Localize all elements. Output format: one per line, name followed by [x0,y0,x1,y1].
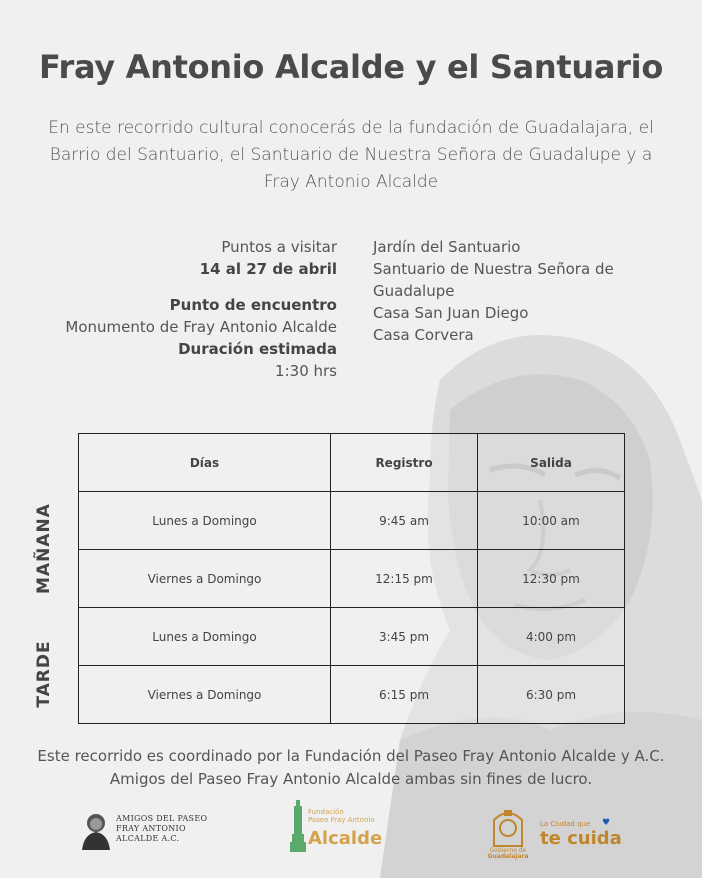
amigos-line: ALCALDE A.C. [116,834,180,843]
manana-label: MAÑANA [34,503,54,594]
visit-points-list [373,236,673,346]
amigos-line: AMIGOS DEL PASEO [116,814,208,823]
info-left-column [60,236,337,382]
header-salida: Salida [478,434,625,492]
cell-salida: 12:30 pm [478,550,625,608]
table-header-row [79,434,625,492]
cell-registro: 6:15 pm [331,666,478,724]
cuida-small-text: La Ciudad que [540,820,591,828]
header-registro: Registro [331,434,478,492]
cell-registro: 3:45 pm [331,608,478,666]
monument-icon [290,800,306,852]
cell-dias: Lunes a Domingo [79,492,331,550]
te-cuida-logo [540,820,622,850]
amigos-logo [80,808,210,852]
fundacion-line: Paseo Fray Antonio [308,816,375,824]
visit-point: Santuario de Nuestra Señora de Guadalupe [373,260,614,300]
tarde-label: TARDE [34,640,54,708]
puntos-label: Puntos a visitar [221,238,337,256]
guadalajara-logo [484,806,532,858]
fundacion-line: Fundación [308,808,344,816]
table-row [79,550,625,608]
meeting-point-label: Punto de encuentro [169,296,337,314]
cell-registro: 9:45 am [331,492,478,550]
header-dias: Días [79,434,331,492]
heart-icon: ♥ [602,818,611,828]
visit-point: Jardín del Santuario [373,238,521,256]
cell-registro: 12:15 pm [331,550,478,608]
cuida-big-text: te cuida [540,828,622,849]
guadalajara-crest-icon [484,806,532,848]
cell-dias: Viernes a Domingo [79,666,331,724]
gdl-line: Guadalajara [487,853,529,860]
cell-salida: 6:30 pm [478,666,625,724]
table-row [79,608,625,666]
footer-text: Este recorrido es coordinado por la Fundación del Paseo Fray Antonio Alcalde y A.C. Amigos del Paseo Fray Antonio Alcalde ambas sin fines de lucro. [37,747,665,788]
fundacion-big-text: Alcalde [308,828,383,849]
fundacion-small-text [308,808,375,824]
visit-point: Casa San Juan Diego [373,304,529,322]
page-title: Fray Antonio Alcalde y el Santuario [38,48,664,86]
duration-label: Duración estimada [178,340,337,358]
schedule-table [78,433,625,724]
intro-text: En este recorrido cultural conocerás de la fundación de Guadalajara, el Barrio del Santuario, el Santuario de Nuestra Señora de Guadalupe y a Fray Antonio Alcalde [48,118,654,192]
amigos-line: FRAY ANTONIO [116,824,186,833]
meeting-point-value: Monumento de Fray Antonio Alcalde [65,318,337,336]
cell-dias: Viernes a Domingo [79,550,331,608]
table-row [79,666,625,724]
cell-dias: Lunes a Domingo [79,608,331,666]
gdl-line: Gobierno de [489,847,527,854]
dates-text: 14 al 27 de abril [199,260,337,278]
guadalajara-label [484,848,532,860]
cell-salida: 4:00 pm [478,608,625,666]
cell-salida: 10:00 am [478,492,625,550]
visit-point: Casa Corvera [373,326,474,344]
duration-value: 1:30 hrs [275,362,337,380]
portrait-icon [80,810,112,850]
fundacion-logo [290,800,390,854]
table-row [79,492,625,550]
amigos-logo-text [116,814,207,844]
